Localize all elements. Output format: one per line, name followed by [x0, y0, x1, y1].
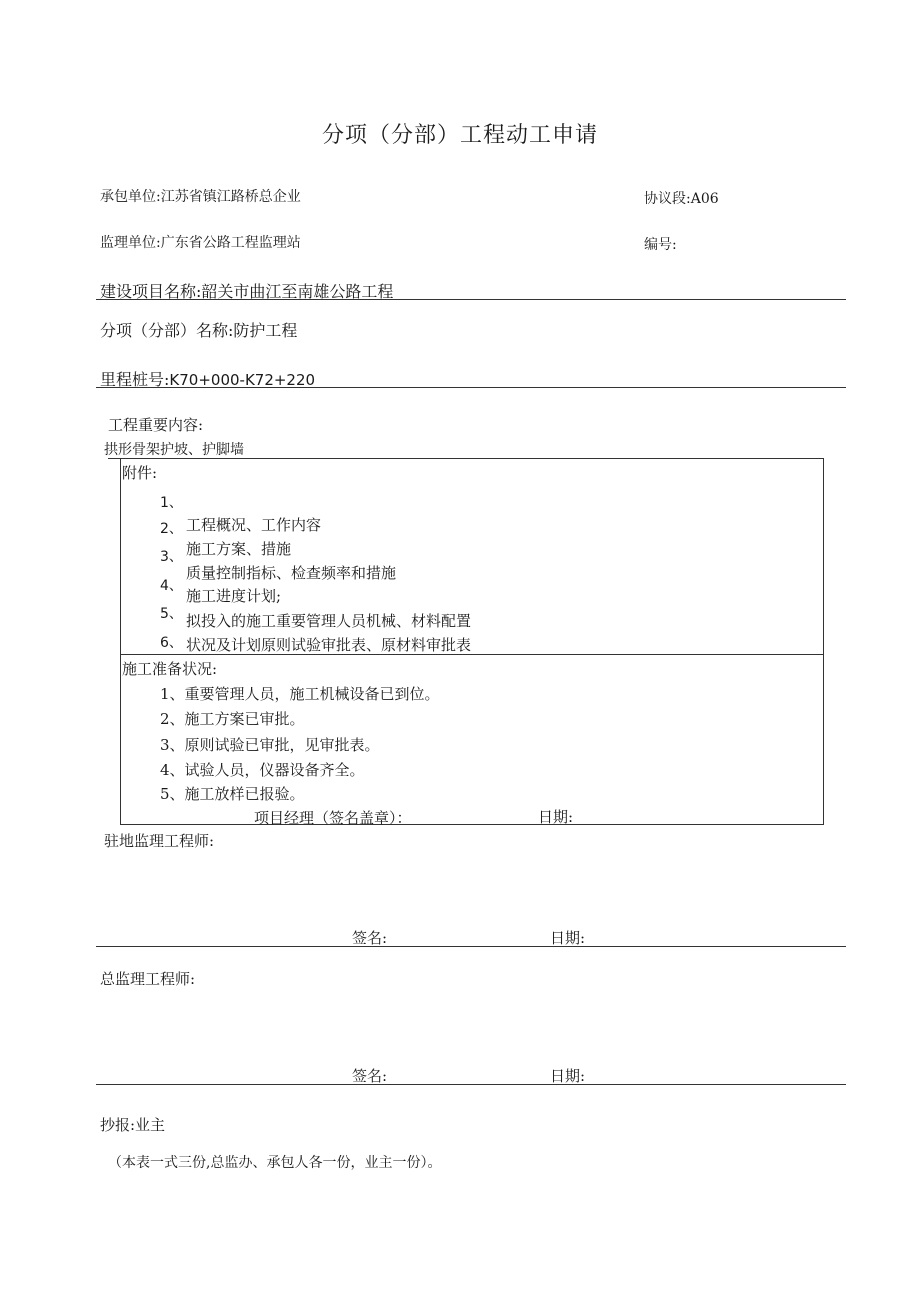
cc-field: 抄报:业主 [100, 1116, 166, 1134]
attachment-line: 施工方案、措施 [186, 540, 292, 558]
manager-sign-label: 项目经理（签名盖章）： [254, 809, 412, 827]
resident-date-label: 日期: [550, 929, 586, 947]
content-text: 拱形骨架护坡、护脚墙 [104, 442, 244, 458]
divider-line [96, 1084, 846, 1085]
attachment-number: 1、 [160, 495, 183, 511]
attachments-label: 附件: [122, 464, 158, 482]
supervisor-field: 监理单位:广东省公路工程监理站 [100, 235, 301, 251]
preparation-item: 3、原则试验已审批，见审批表。 [160, 736, 380, 754]
preparation-item: 5、施工放样已报验。 [160, 785, 305, 803]
subitem-field [100, 318, 297, 341]
copies-note: （本表一式三份,总监办、承包人各一份，业主一份）。 [108, 1155, 442, 1171]
page-title: 分项（分部）工程动工申请 [321, 123, 598, 148]
chief-engineer-label: 总监理工程师: [100, 970, 196, 988]
attachment-line: 拟投入的施工重要管理人员机械、材料配置 [186, 612, 472, 630]
mileage-label: 里程桩号: [100, 370, 170, 389]
attachment-line: 工程概况、工作内容 [186, 516, 322, 534]
attachment-line: 施工进度计划; [186, 587, 282, 605]
contractor-field: 承包单位:江苏省镇江路桥总企业 [100, 189, 301, 205]
subitem-label: 分项（分部）名称: [100, 321, 234, 340]
divider-line [96, 387, 846, 388]
manager-date-label: 日期: [538, 808, 574, 826]
preparation-label: 施工准备状况: [122, 660, 218, 678]
resident-sign-label: 签名: [352, 929, 388, 947]
project-name-value: 韶关市曲江至南雄公路工程 [201, 282, 394, 301]
preparation-item: 1、重要管理人员，施工机械设备已到位。 [160, 685, 440, 703]
divider-line [96, 299, 846, 300]
box-tick [108, 458, 120, 459]
attachment-number: 4、 [160, 578, 183, 594]
number-field: 编号: [644, 237, 677, 253]
chief-date-label: 日期: [550, 1067, 586, 1085]
mileage-value: K70+000-K72+220 [169, 371, 316, 389]
chief-sign-label: 签名: [352, 1067, 388, 1085]
resident-engineer-label: 驻地监理工程师: [104, 832, 215, 850]
subitem-value: 防护工程 [233, 321, 298, 340]
section-field: 协议段:A06 [644, 191, 719, 207]
attachment-number: 5、 [160, 606, 183, 622]
attachment-line: 质量控制指标、检查频率和措施 [186, 564, 397, 582]
attachment-line: 状况及计划原则试验审批表、原材料审批表 [186, 636, 472, 654]
divider-line [96, 946, 846, 947]
content-label: 工程重要内容: [108, 416, 204, 434]
preparation-item: 4、试验人员，仪器设备齐全。 [160, 761, 365, 779]
attachment-number: 2、 [160, 521, 183, 537]
project-name-label: 建设项目名称: [100, 282, 202, 301]
attachment-number: 6、 [160, 635, 183, 651]
attachment-number: 3、 [160, 549, 183, 565]
preparation-item: 2、施工方案已审批。 [160, 710, 305, 728]
